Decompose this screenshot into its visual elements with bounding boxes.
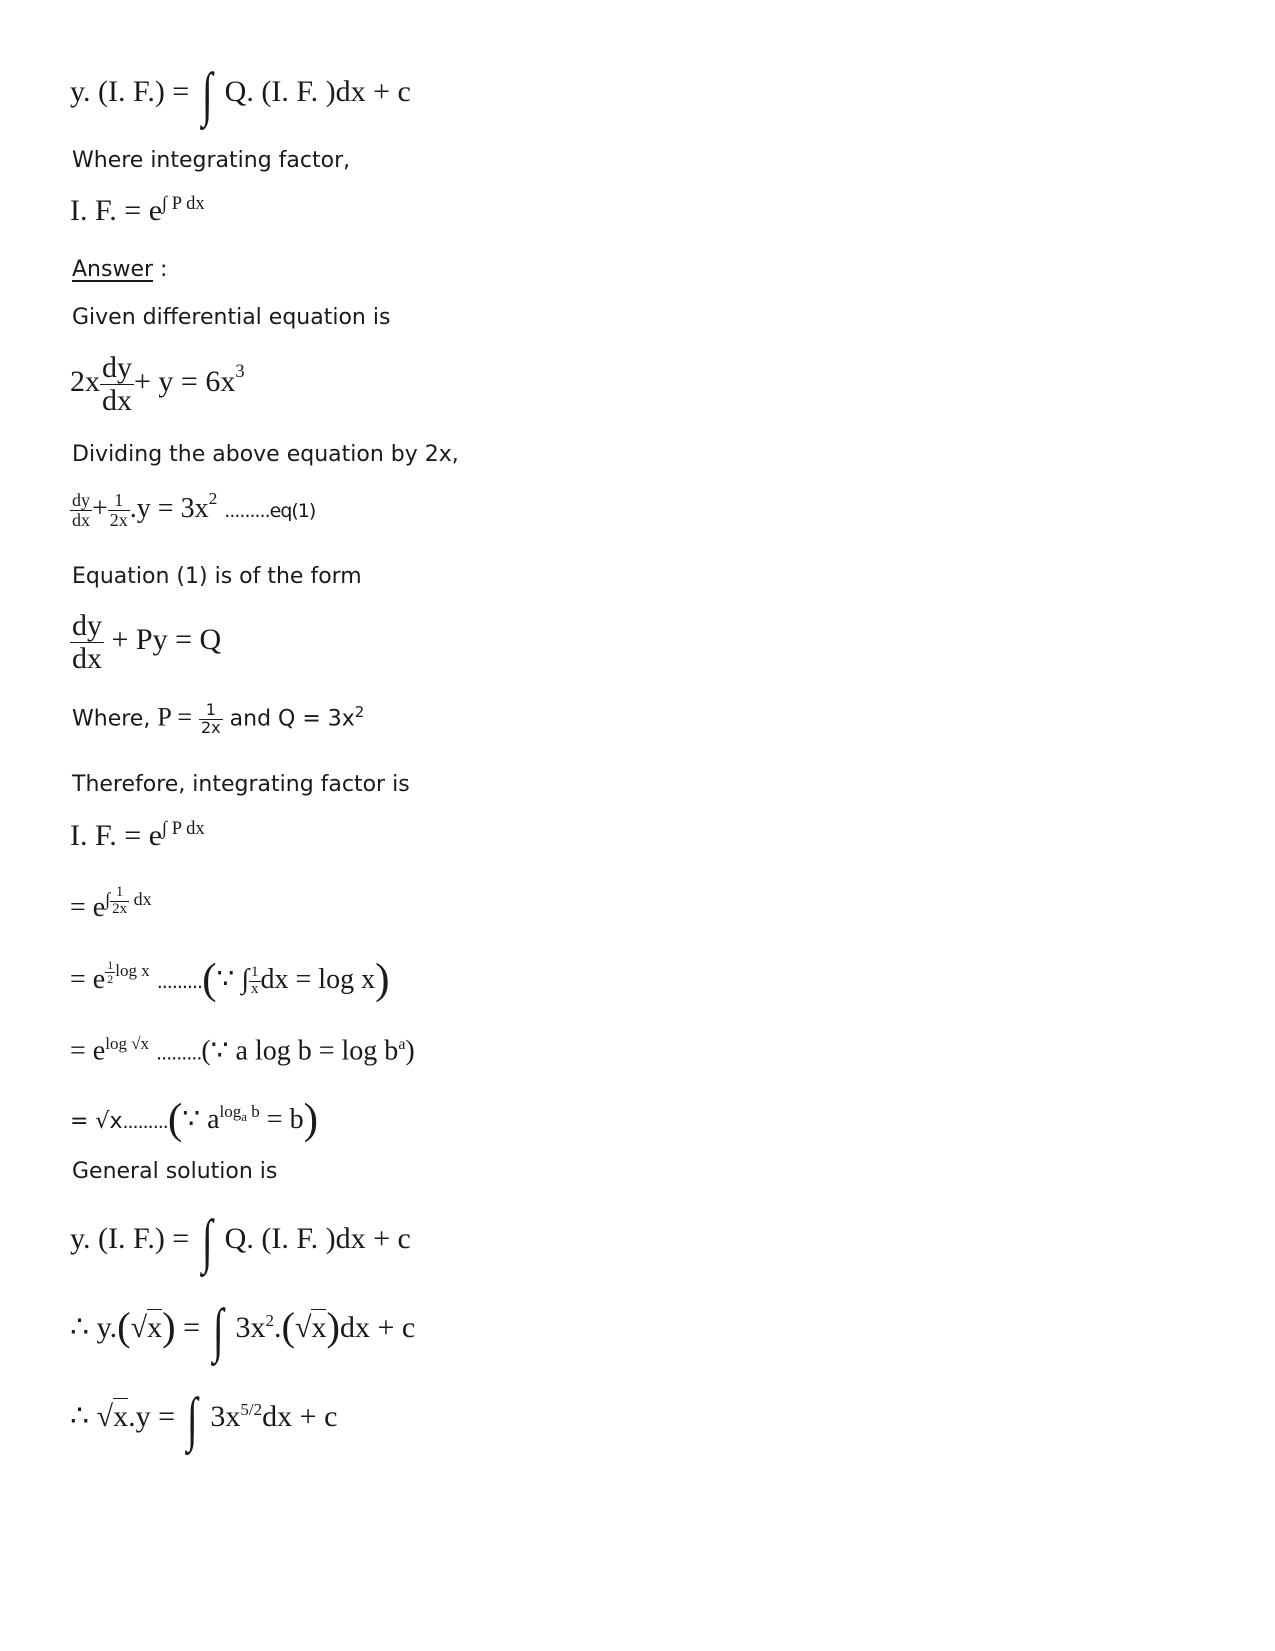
step2-because: ∵ ∫ xyxy=(216,963,249,995)
frac-num: dy xyxy=(72,490,90,511)
step4-sup: log xyxy=(219,1102,242,1122)
step3-exp: log √x xyxy=(105,1034,150,1053)
integral-sign: ∫ xyxy=(212,1297,224,1363)
if-lhs: I. F. = xyxy=(70,194,142,227)
general-formula xyxy=(70,61,411,127)
answer-label: Answer xyxy=(72,257,154,282)
if-base: e xyxy=(148,819,163,852)
step4-dots: ......... xyxy=(122,1110,168,1133)
form-text: Equation (1) is of the form xyxy=(72,564,362,589)
general-solution-3: ∴ √x.y = ∫ $3x^{5/2}dx + c$ xyxy=(70,1386,338,1452)
given-sup: 3 xyxy=(235,360,245,382)
frac-num: 1 xyxy=(107,957,114,972)
where-prefix: Where, xyxy=(72,706,151,732)
frac-den: 2 xyxy=(107,971,114,986)
gs1-rhs: Q. (I. F. )dx + c xyxy=(224,1221,411,1255)
gs3-rhs-a: 3x xyxy=(210,1399,241,1433)
where-p-line xyxy=(72,702,364,737)
dividing-text: Dividing the above equation by 2x, xyxy=(72,442,459,467)
gs3-rhs-b: dx + c xyxy=(262,1399,338,1433)
step4-supb: b xyxy=(247,1102,260,1122)
step4-sub: a xyxy=(241,1109,248,1125)
frac-den: dx xyxy=(72,510,90,531)
gs2-rhs-a: 3x xyxy=(235,1310,266,1344)
form-rest: + Py = Q xyxy=(111,622,222,656)
equation-1 xyxy=(70,490,315,530)
one-over-x-fraction xyxy=(249,965,261,998)
integral-sign: ∫ xyxy=(201,1208,213,1274)
step2-lhs: = e xyxy=(70,963,106,995)
if-exponent: ∫ P dx xyxy=(162,818,205,839)
integral-sign: ∫ xyxy=(201,61,213,127)
answer-colon: : xyxy=(160,257,168,282)
step4-rest: = b xyxy=(266,1103,304,1135)
frac-den: dx xyxy=(102,383,132,417)
frac-den: 2x xyxy=(201,717,221,737)
step2-rest: dx = log x xyxy=(260,963,376,995)
half-fraction xyxy=(105,959,115,985)
q-sup: 2 xyxy=(354,702,365,721)
gs3-sup: 5/2 xyxy=(240,1399,263,1419)
gs3-lhs: ∴ xyxy=(70,1399,97,1433)
therefore-text: Therefore, integrating factor is xyxy=(72,772,410,797)
step1-dx: dx xyxy=(133,889,152,910)
step3-because: (∵ a log b = log b xyxy=(201,1035,399,1067)
gs1-lhs: y. (I. F.) = xyxy=(70,1221,190,1255)
frac-den: 2x xyxy=(112,900,128,917)
step4-lhs: = √x xyxy=(70,1108,123,1134)
gs2-eq: = xyxy=(183,1310,201,1344)
step-3 xyxy=(70,1035,415,1065)
answer-heading xyxy=(72,259,167,281)
gs3-sqrt: x xyxy=(113,1399,129,1433)
frac-den: dx xyxy=(72,641,102,675)
gs2-rhs-b: . xyxy=(273,1310,282,1344)
step1-fraction xyxy=(110,885,129,918)
if-base: e xyxy=(148,194,163,227)
frac-den: 2x xyxy=(109,510,128,531)
given-rest: + y = 6x xyxy=(134,364,236,398)
if-definition-2 xyxy=(70,820,205,851)
general-text: General solution is xyxy=(72,1159,278,1184)
p-fraction xyxy=(199,702,223,737)
step3-lhs: = e xyxy=(70,1035,106,1067)
gs2-sup: 2 xyxy=(265,1310,274,1330)
if-lhs: I. F. = xyxy=(70,819,142,852)
given-coef: 2x xyxy=(70,364,100,398)
frac-den: x xyxy=(251,980,259,997)
step-1 xyxy=(70,885,152,922)
step1-int: ∫ xyxy=(105,889,111,910)
frac-num: 1 xyxy=(115,884,124,900)
p-label: P = xyxy=(157,702,192,732)
given-text: Given differential equation is xyxy=(72,305,391,330)
frac-num: 1 xyxy=(251,964,259,981)
and-q-text: and Q = 3x xyxy=(229,706,355,732)
formula-lhs: y. (I. F.) = xyxy=(70,74,190,108)
frac-num: 1 xyxy=(205,700,216,719)
gs2-sqrt: x xyxy=(147,1310,163,1344)
eq1-rest: .y = 3x xyxy=(129,493,209,525)
form-equation xyxy=(70,610,221,674)
given-equation xyxy=(70,352,245,416)
gs2-rhs-c: dx + c xyxy=(339,1310,416,1344)
gs2-sqrt2: x xyxy=(311,1310,327,1344)
where-if-text: Where integrating factor, xyxy=(72,148,351,173)
step3-close: ) xyxy=(405,1035,415,1067)
if-exponent: ∫ P dx xyxy=(162,193,205,214)
eq1-sup: 2 xyxy=(208,489,218,508)
step3-sup: a xyxy=(398,1036,406,1053)
if-definition xyxy=(70,195,205,226)
frac-num: dy xyxy=(102,351,132,384)
general-solution-1 xyxy=(70,1208,411,1274)
step4-because: ∵ a xyxy=(182,1103,220,1135)
step3-dots: ......... xyxy=(156,1042,202,1065)
step2-exp: log x xyxy=(115,960,150,980)
one-over-2x-fraction xyxy=(108,491,130,530)
general-solution-2: ∴ y.(√x) = ∫ $3x^2.(√x)dx + c$ xyxy=(70,1297,416,1363)
eq1-plus: + xyxy=(92,493,108,525)
step2-dots: ......... xyxy=(156,970,203,993)
eq1-tag: .........eq(1) xyxy=(224,500,316,523)
dy-dx-fraction-small xyxy=(70,491,92,530)
frac-num: dy xyxy=(72,609,102,642)
step-2: = e $^{\frac{1}{2} log x}$ .........(∵ ∫ $\frac{1}{x}$ dx = log x) xyxy=(70,955,390,1003)
gs3-lhs2: .y = xyxy=(128,1399,175,1433)
gs2-lhs: ∴ y. xyxy=(70,1310,118,1344)
formula-rhs: Q. (I. F. )dx + c xyxy=(224,74,411,108)
integral-sign: ∫ xyxy=(187,1386,199,1452)
step1-lhs: = e xyxy=(70,892,106,924)
dy-dx-fraction xyxy=(70,610,104,674)
dy-dx-fraction xyxy=(100,352,134,416)
frac-num: 1 xyxy=(114,490,124,511)
step-4: = √x.........(∵ $a^{log_a b} = b$) xyxy=(70,1095,319,1143)
